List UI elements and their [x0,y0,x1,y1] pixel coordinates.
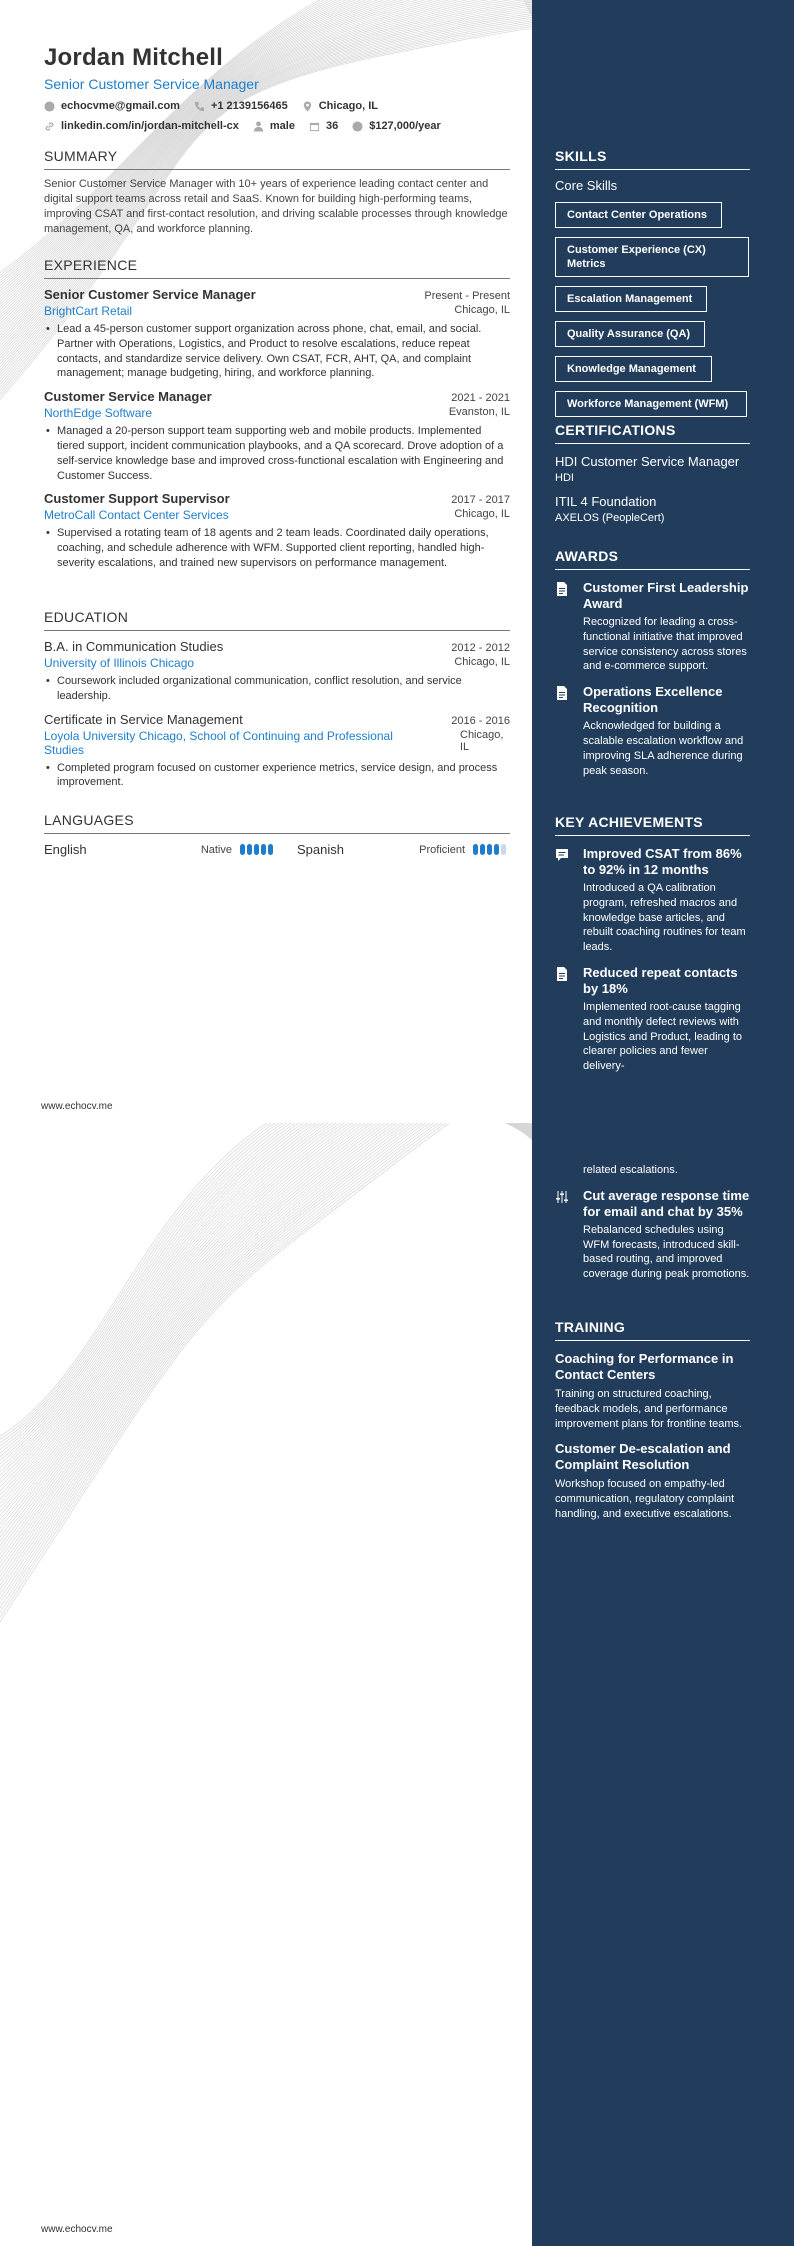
gender-text: male [269,120,295,132]
resume-header [44,44,510,132]
certification-org: AXELOS (PeopleCert) [555,512,665,524]
footer-website[interactable]: www.echocv.me [41,1101,113,1112]
linkedin-text: linkedin.com/in/jordan-mitchell-cx [61,120,239,132]
skill-tag: Knowledge Management [555,356,712,382]
school-location: Chicago, IL [454,656,510,668]
award-description: Recognized for leading a cross-functional initiative that improved service consistency across stores and e-commerce support. [583,616,747,673]
job-bullet: • Supervised a rotating team of 18 agents and 2 team leads. Coordinated daily operations, coaching, and schedule adherence with WFM. Supported client reporting, handled high-severity escalations, and trained new supervisors on performance management. [57,526,510,570]
wave-line [0,1123,532,1678]
awards-section [555,548,750,778]
education-entry [44,712,510,791]
rating-dot [480,844,485,855]
company-name: BrightCart Retail [44,304,133,318]
achievement-description: Rebalanced schedules using WFM forecasts, introduced skill-based routing, and improved coverage during peak promotions. [583,1223,750,1281]
achievements-title: KEY ACHIEVEMENTS [555,814,750,836]
education-title: EDUCATION [44,609,510,631]
award-title: Customer First Leadership Award [583,580,749,611]
wave-line [0,1123,532,1479]
wave-line [0,1123,532,1658]
certification-name: ITIL 4 Foundation [555,494,657,509]
education-entry [44,639,510,704]
certification-name: HDI Customer Service Manager [555,454,740,469]
certifications-section [555,422,750,524]
languages-section [44,812,510,857]
language-rating [240,844,273,855]
phone-text: +1 2139156465 [210,100,288,112]
education-bullet: • Completed program focused on customer experience metrics, service design, and process improvement. [57,761,510,791]
rating-dot [261,844,266,855]
wave-line [0,1123,532,1601]
achievement-item [555,1188,750,1282]
job-date: Present - Present [424,290,510,302]
achievement-description: related escalations. [583,1164,678,1176]
person-icon [253,121,264,132]
achievement-item [555,965,750,1074]
training-description: Training on structured coaching, feedback models, and performance improvement plans for frontline teams. [555,1388,743,1430]
wave-line [0,1123,532,1525]
linkedin-item[interactable] [44,120,239,132]
phone-item[interactable] [194,100,288,112]
award-title: Operations Excellence Recognition [583,684,723,716]
job-title: Customer Service Manager [44,389,212,405]
language-level: Proficient [419,843,465,856]
calendar-icon [309,121,320,132]
certification-org: HDI [555,472,574,484]
job-title: Senior Customer Service Manager [44,287,256,302]
skill-tag: Contact Center Operations [555,202,722,228]
age-item [309,120,338,132]
achievement-title: Reduced repeat contacts by 18% [583,964,738,996]
languages-row [44,842,510,857]
location-pin-icon [302,101,313,112]
experience-title: EXPERIENCE [44,257,510,279]
achievements-section [555,814,750,1074]
contact-row-2 [44,120,510,132]
job-bullet: • Managed a 20-person support team supporting web and mobile products. Implemented tiered support, incident communication playbooks, and a QA scorecard. Drove adoption of a self-service knowledge base and improved cross-functional escalation with Engineering and Customer Success. [57,424,510,483]
language-name: Spanish [297,842,344,857]
awards-title: AWARDS [555,548,750,570]
award-description: Acknowledged for building a scalable escalation workflow and improving SLA adherence during peak season. [583,720,744,777]
achievement-title: Cut average response time for email and chat by 35% [583,1187,750,1219]
rating-dot [268,844,273,855]
chat-icon [555,848,569,862]
achievements-continued [555,1163,750,1282]
job-location: Evanston, IL [448,406,510,419]
salary-text: $127,000/year [369,120,441,132]
salary-item [352,120,441,132]
skill-tag: Workforce Management (WFM) [555,391,747,417]
sidebar-background [532,1123,794,2246]
achievement-item [555,846,750,955]
wave-line [0,1123,532,1571]
gender-item [253,120,295,132]
wave-line [0,1123,532,1648]
summary-title: SUMMARY [44,148,510,170]
certifications-title: CERTIFICATIONS [555,422,750,444]
location-item [302,100,378,112]
language-rating [473,844,506,855]
company-name: MetroCall Contact Center Services [44,508,229,523]
award-item [555,580,750,674]
training-title: TRAINING [555,1319,750,1341]
school-name: University of Illinois Chicago [44,656,195,670]
wave-line [0,1123,532,1617]
training-name: Coaching for Performance in Contact Centers [555,1351,734,1382]
wave-line [0,1123,532,1653]
document-icon [555,686,569,700]
phone-icon [194,101,205,112]
rating-dot [473,844,478,855]
candidate-headline: Senior Customer Service Manager [44,76,259,92]
link-icon [44,121,55,132]
document-icon [555,967,569,981]
skills-section [555,148,750,417]
training-section [555,1319,750,1522]
degree-name: B.A. in Communication Studies [44,639,224,654]
training-name: Customer De-escalation and Complaint Resolution [555,1441,731,1473]
job-date: 2017 - 2017 [451,494,510,507]
age-text: 36 [325,120,339,132]
coin-icon [352,121,363,132]
rating-dot [254,844,259,855]
experience-entry [44,389,510,483]
education-date: 2016 - 2016 [451,714,510,727]
at-icon [44,101,55,112]
rating-dot [501,844,506,855]
rating-dot [247,844,252,855]
skill-tag: Quality Assurance (QA) [555,321,705,347]
wave-line [0,1123,532,1453]
language-level: Native [200,843,232,856]
wave-line [0,1123,532,1637]
job-bullet: • Lead a 45-person customer support organization across phone, chat, email, and social. Partner with Operations, Logistics, and Product to resolve escalations, reduce repeat contacts, and standardize service delivery. Own CSAT, FCR, AHT, QA, and complaint management; manage budgeting, hiring, and workforce planning. [57,322,510,381]
wave-line [0,1123,532,1473]
languages-title: LANGUAGES [44,812,510,834]
school-location: Chicago, IL [460,728,504,753]
wave-line [0,1123,532,1550]
language-item [277,842,510,857]
experience-entry [44,287,510,381]
summary-text: Senior Customer Service Manager with 10+ years of experience leading contact center and digital support teams across retail and SaaS. Known for building high-performing teams, improving CSAT and first-contact resolution, and driving scalable processes through knowledge management, QA, and workforce planning. [44,178,508,235]
wave-line [0,1123,532,1545]
skills-title: SKILLS [555,148,750,170]
job-title: Customer Support Supervisor [44,491,230,507]
location-text: Chicago, IL [318,100,378,112]
footer-website[interactable]: www.echocv.me [41,2224,113,2235]
achievement-title: Improved CSAT from 86% to 92% in 12 months [583,846,742,877]
sliders-icon [555,1190,569,1204]
skills-subtitle: Core Skills [555,178,618,193]
document-icon [555,582,569,596]
job-location: Chicago, IL [454,508,510,521]
wave-line [0,1123,532,1520]
training-description: Workshop focused on empathy-led communication, regulatory complaint handling, and executive escalations. [555,1478,735,1520]
school-name: Loyola University Chicago, School of Continuing and Professional Studies [44,728,393,757]
education-bullet: • Coursework included organizational communication, conflict resolution, and service leadership. [57,674,510,704]
resume-page-2 [0,1123,794,2246]
rating-dot [487,844,492,855]
wave-line [0,1123,532,1555]
language-item [44,842,277,857]
wave-line [0,1123,532,1494]
skill-tag: Customer Experience (CX) Metrics [555,237,749,277]
award-item [555,684,750,778]
language-name: English [44,842,87,857]
experience-section [44,257,510,571]
candidate-name: Jordan Mitchell [44,44,224,71]
wave-line [0,1123,532,1612]
wave-line [0,1123,532,1607]
rating-dot [240,844,245,855]
summary-section [44,148,510,237]
company-name: NorthEdge Software [44,406,153,421]
rating-dot [494,844,499,855]
contact-row-1 [44,100,510,112]
email-text: echocvme@gmail.com [61,100,180,112]
education-section [44,609,510,790]
job-location: Chicago, IL [454,304,510,316]
wave-decoration [0,1123,532,2246]
job-date: 2021 - 2021 [451,392,510,405]
achievement-description: Introduced a QA calibration program, refreshed macros and knowledge base articles, and rebuilt coaching routines for team leads. [583,882,746,954]
achievement-description: Implemented root-cause tagging and monthly defect reviews with Logistics and Product, leading to clearer policies and fewer delivery- [583,1000,742,1073]
experience-entry [44,491,510,570]
education-date: 2012 - 2012 [451,642,510,654]
skill-tag: Escalation Management [555,286,707,312]
degree-name: Certificate in Service Management [44,711,243,727]
email-item[interactable] [44,100,180,112]
wave-line [0,1123,532,1581]
wave-line [0,1123,532,1504]
